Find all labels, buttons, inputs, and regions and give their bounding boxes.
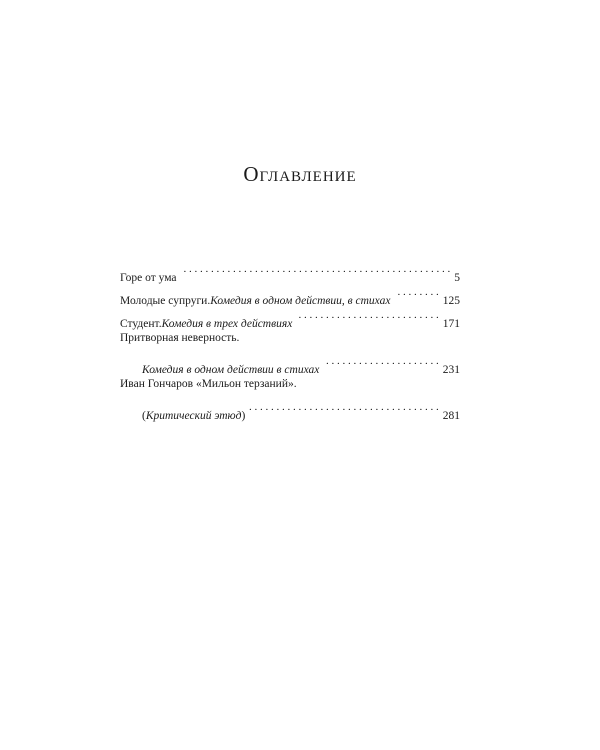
toc-entry-subtitle: Комедия в одном действии в стихах	[142, 364, 320, 376]
toc-entry-subtitle: Комедия в трех действиях	[161, 318, 293, 330]
toc-entry[interactable]	[120, 258, 460, 284]
toc-entry-subtitle: Критический этюд	[145, 410, 242, 422]
toc-entry-title: Молодые супруги.	[120, 295, 211, 307]
dot-leader	[323, 350, 438, 373]
toc-paren-close: )	[241, 410, 246, 422]
toc-entry-title: Студент.	[120, 318, 162, 330]
toc-paren-open: (	[142, 410, 146, 422]
dot-leader	[249, 396, 438, 419]
toc-entry-continuation[interactable]	[120, 396, 460, 422]
toc-page-number: 5	[454, 272, 460, 284]
page-title: Оглавление	[243, 162, 357, 186]
toc-page-number: 281	[442, 410, 460, 422]
dot-leader	[181, 258, 451, 281]
toc-page-number: 125	[442, 295, 460, 307]
toc-entry-title: Горе от ума	[120, 272, 177, 284]
dot-leader	[394, 281, 438, 304]
table-of-contents	[120, 258, 460, 422]
toc-page-number: 231	[442, 364, 460, 376]
toc-entry-subtitle: Комедия в одном действии, в стихах	[210, 295, 391, 307]
toc-entry[interactable]	[120, 373, 460, 396]
dot-leader	[296, 304, 438, 327]
toc-entry-title: Иван Гончаров «Мильон терзаний».	[120, 378, 297, 390]
toc-entry-title: Притворная неверность.	[120, 332, 240, 344]
toc-page-number: 171	[442, 318, 460, 330]
toc-entry-continuation[interactable]	[120, 350, 460, 376]
